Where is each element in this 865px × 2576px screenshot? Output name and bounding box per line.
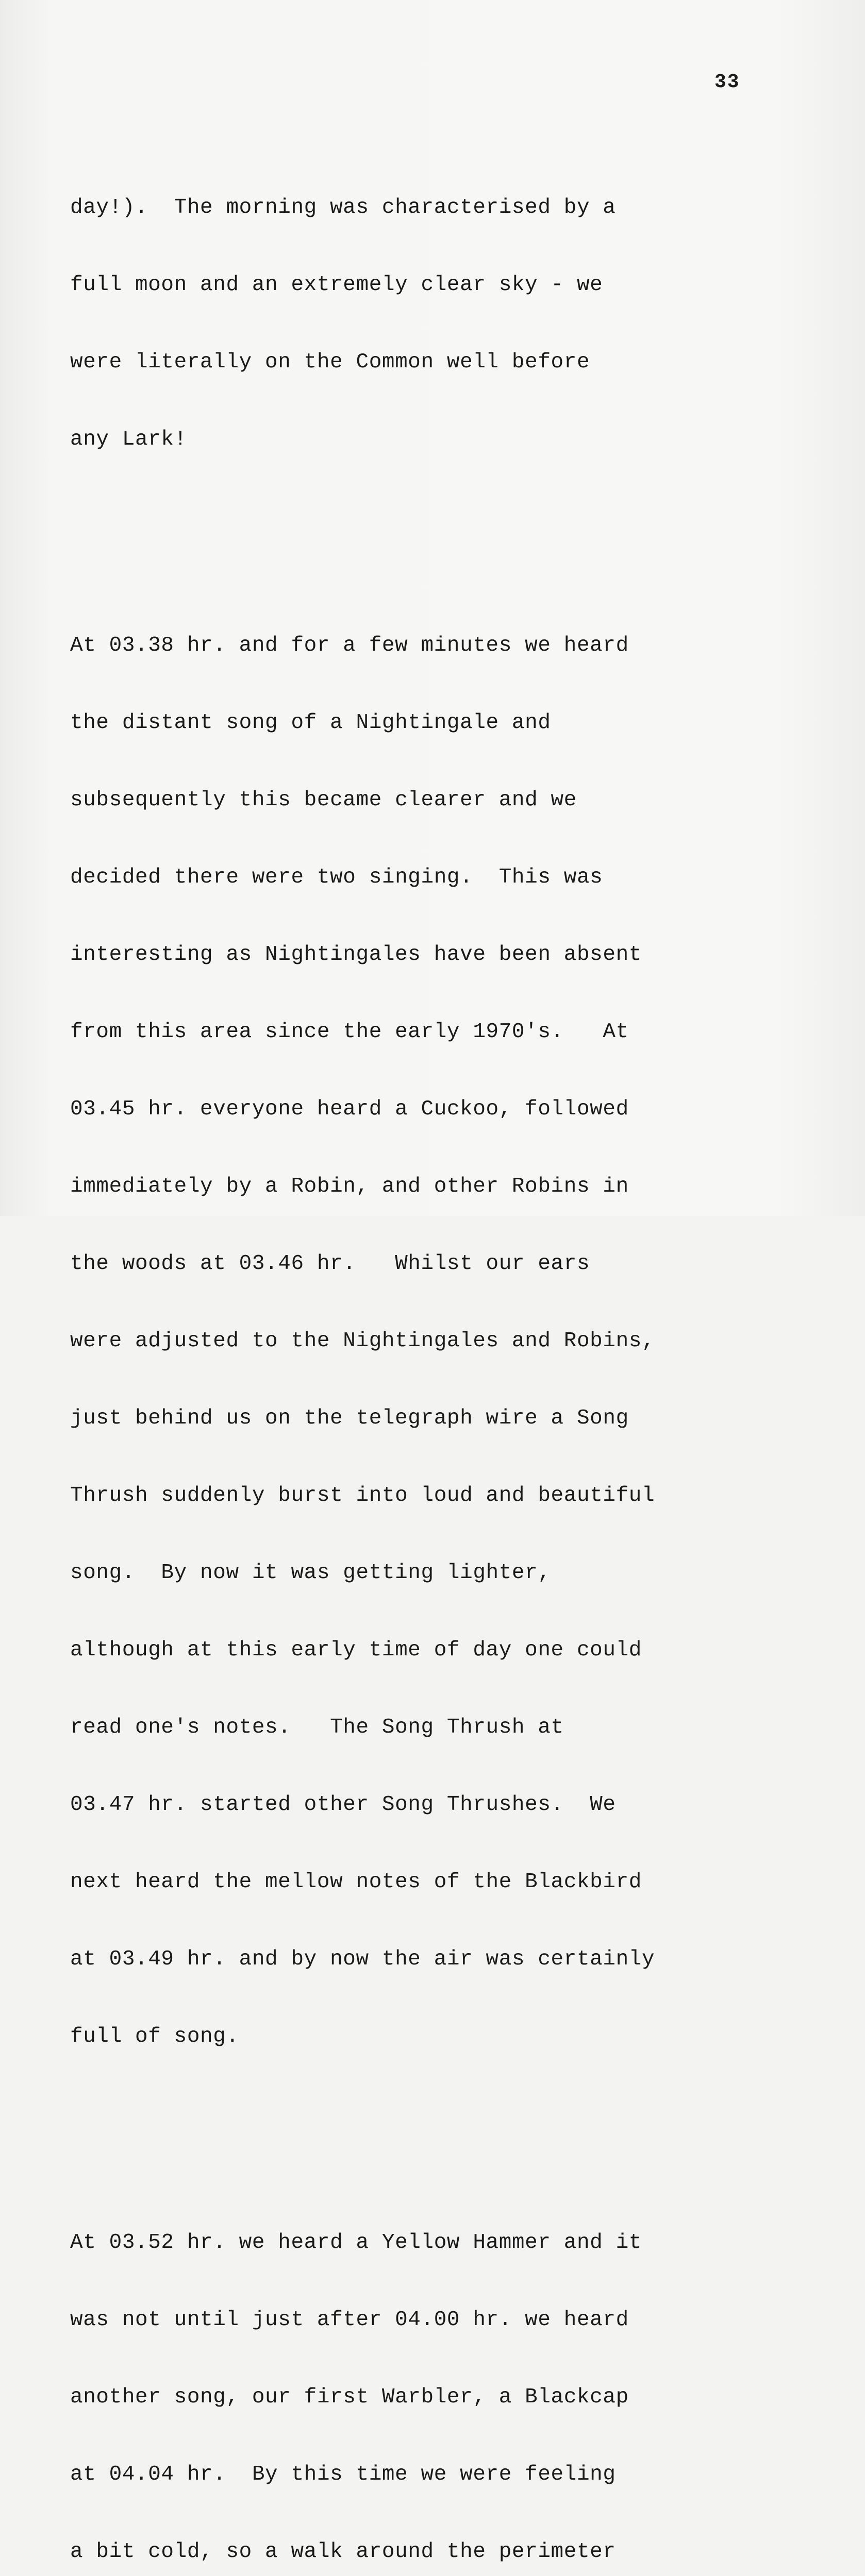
text-line: any Lark! xyxy=(70,428,187,451)
text-line: next heard the mellow notes of the Blackbird xyxy=(70,1870,642,1894)
text-line: the distant song of a Nightingale and xyxy=(70,711,551,735)
text-line: at 04.04 hr. By this time we were feeling xyxy=(70,2463,616,2486)
text-line: another song, our first Warbler, a Blackcap xyxy=(70,2385,629,2409)
text-line: At 03.38 hr. and for a few minutes we heard xyxy=(70,634,629,657)
text-line: although at this early time of day one could xyxy=(70,1638,642,1662)
text-line: subsequently this became clearer and we xyxy=(70,788,577,812)
text-line: were literally on the Common well before xyxy=(70,350,590,374)
paragraph-1 xyxy=(70,143,802,504)
text-line: just behind us on the telegraph wire a Song xyxy=(70,1406,629,1430)
paragraph-3 xyxy=(70,2178,802,2576)
text-line: a bit cold, so a walk around the perimeter xyxy=(70,2540,616,2564)
text-line: at 03.49 hr. and by now the air was certainly xyxy=(70,1947,655,1971)
page-number: 33 xyxy=(714,71,740,93)
text-line: the woods at 03.46 hr. Whilst our ears xyxy=(70,1252,590,1276)
text-line: immediately by a Robin, and other Robins in xyxy=(70,1175,629,1198)
text-line: were adjusted to the Nightingales and Robins, xyxy=(70,1329,655,1353)
text-line: full of song. xyxy=(70,2025,239,2048)
text-line: decided there were two singing. This was xyxy=(70,866,603,889)
text-line: song. By now it was getting lighter, xyxy=(70,1561,551,1585)
document-body xyxy=(70,92,802,2576)
text-line: from this area since the early 1970's. At xyxy=(70,1020,629,1044)
text-line: 03.47 hr. started other Song Thrushes. We xyxy=(70,1793,616,1817)
text-line: full moon and an extremely clear sky - we xyxy=(70,273,603,297)
paragraph-2 xyxy=(70,581,802,2101)
text-line: interesting as Nightingales have been absent xyxy=(70,943,642,967)
text-line: Thrush suddenly burst into loud and beautiful xyxy=(70,1484,655,1507)
text-line: At 03.52 hr. we heard a Yellow Hammer and it xyxy=(70,2231,642,2255)
text-line: read one's notes. The Song Thrush at xyxy=(70,1716,564,1739)
text-line: was not until just after 04.00 hr. we heard xyxy=(70,2308,629,2332)
text-line: day!). The morning was characterised by a xyxy=(70,196,616,219)
text-line: 03.45 hr. everyone heard a Cuckoo, followed xyxy=(70,1097,629,1121)
